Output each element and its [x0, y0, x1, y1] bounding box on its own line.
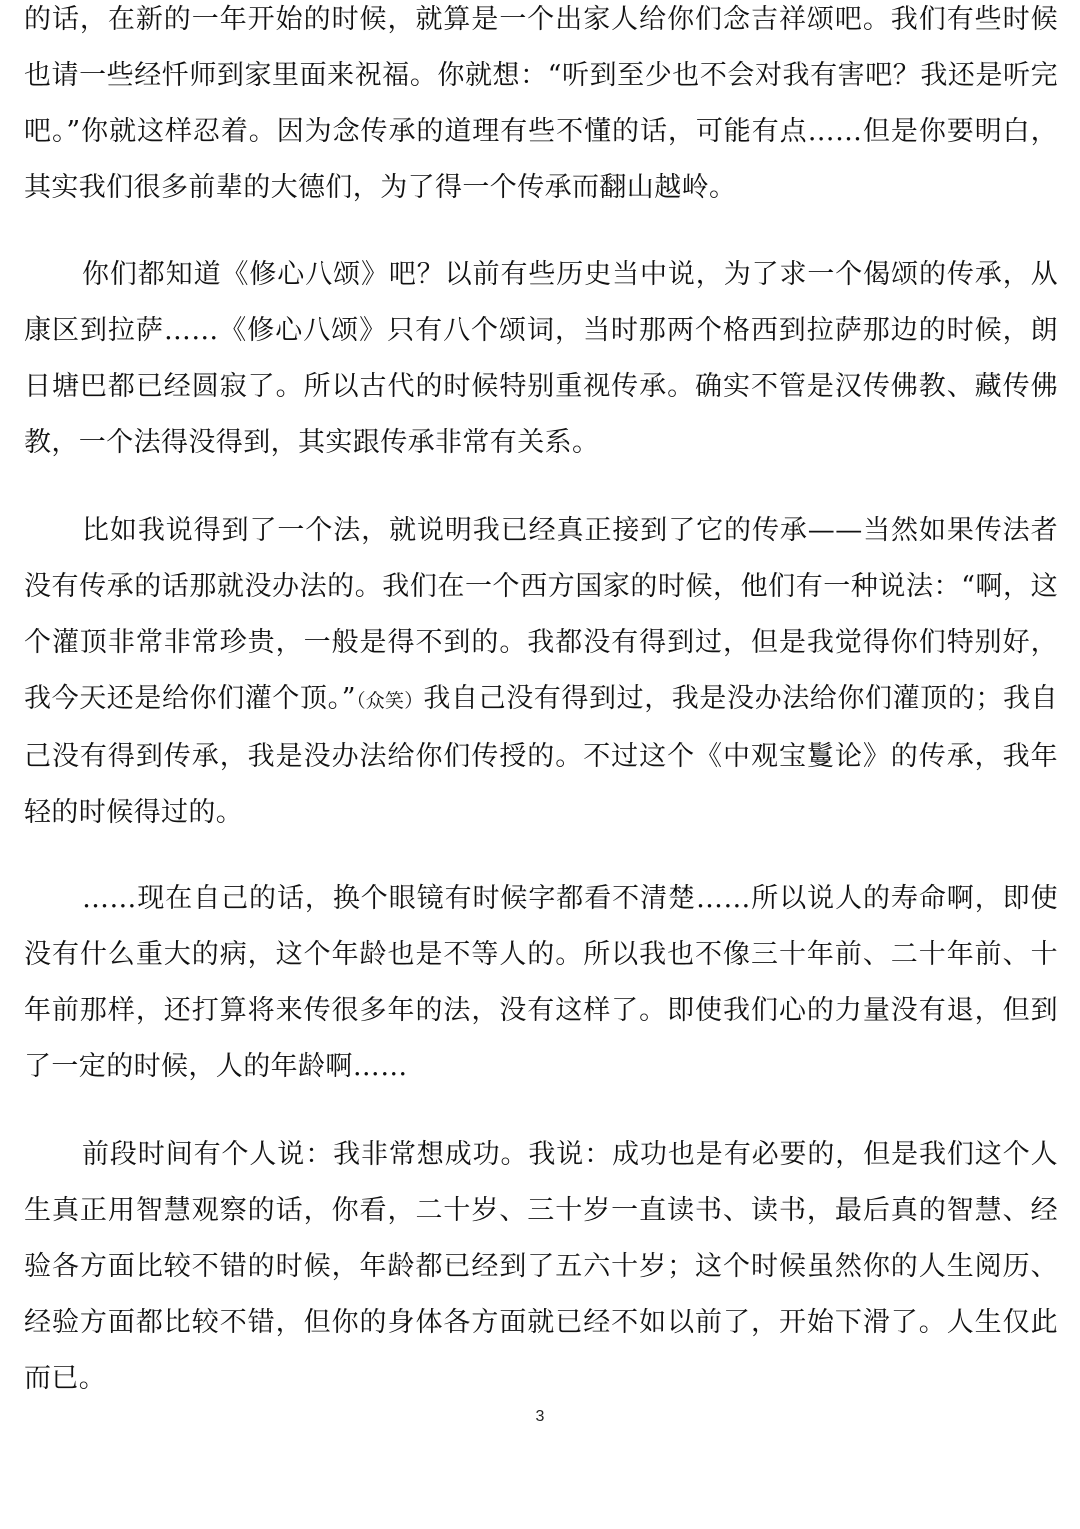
paragraph-2: 你们都知道《修心八颂》吧？以前有些历史当中说，为了求一个偈颂的传承，从康区到拉萨……《修心八颂》只有八个颂词，当时那两个格西到拉萨那边的时候，朗日塘巴都已经圆寂了。所以古代的时候特别重视传承。确实不管是汉传佛教、藏传佛教，一个法得没得到，其实跟传承非常有关系。	[24, 259, 1058, 458]
paragraph-3-text-after-note: 我自己没有得到过，我是没办法给你们灌顶的；我自己没有得到传承，我是没办法给你们传授的。不过这个《中观宝鬘论》的传承，我年轻的时候得过的。	[24, 683, 1058, 828]
paragraph-3	[24, 503, 1058, 841]
paragraph-1: 的话，在新的一年开始的时候，就算是一个出家人给你们念吉祥颂吧。我们有些时候也请一些经忏师到家里面来祝福。你就想：“听到至少也不会对我有害吧？我还是听完吧。”你就这样忍着。因为念传承的道理有些不懂的话，可能有点……但是你要明白，其实我们很多前辈的大德们，为了得一个传承而翻山越岭。	[24, 4, 1058, 203]
page-number: 3	[535, 1408, 545, 1425]
audience-laughter-note: （众笑）	[355, 690, 424, 712]
paragraph-5: 前段时间有个人说：我非常想成功。我说：成功也是有必要的，但是我们这个人生真正用智慧观察的话，你看，二十岁、三十岁一直读书、读书，最后真的智慧、经验各方面比较不错的时候，年龄都已经到了五六十岁；这个时候虽然你的人生阅历、经验方面都比较不错，但你的身体各方面就已经不如以前了，开始下滑了。人生仅此而已。	[24, 1139, 1058, 1394]
paragraph-3-text-before-note: 比如我说得到了一个法，就说明我已经真正接到了它的传承——当然如果传法者没有传承的话那就没办法的。我们在一个西方国家的时候，他们有一种说法：“啊，这个灌顶非常非常珍贵，一般是得不到的。我都没有得到过，但是我觉得你们特别好，我今天还是给你们灌个顶。”	[24, 515, 1058, 714]
paragraph-4: ……现在自己的话，换个眼镜有时候字都看不清楚……所以说人的寿命啊，即使没有什么重大的病，这个年龄也是不等人的。所以我也不像三十年前、二十年前、十年前那样，还打算将来传很多年的法，没有这样了。即使我们心的力量没有退，但到了一定的时候，人的年龄啊……	[24, 883, 1058, 1082]
